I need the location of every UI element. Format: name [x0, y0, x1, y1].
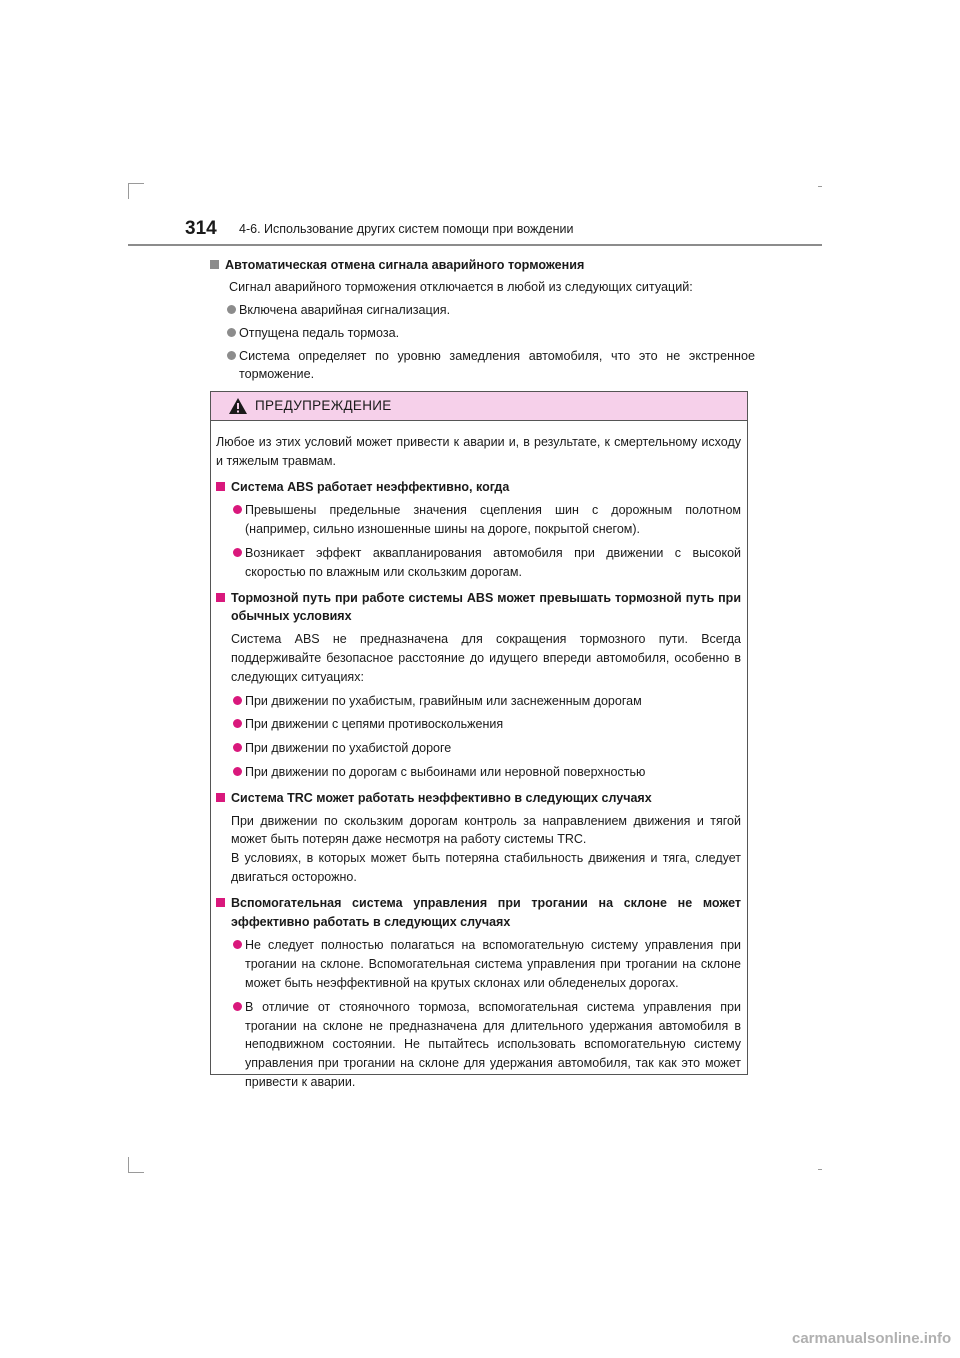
- crop-mark-top-left-horizontal: [128, 183, 144, 184]
- warning-section-paragraph: Система ABS не предназначена для сокращения тормозного пути. Всегда поддерживайте безопасное расстояние до идущего впереди автомобиля, особенно в следующих ситуациях:: [231, 632, 741, 684]
- list-item: Возникает эффект аквапланирования автомобиля при движении с высокой скоростью по влажным или скользким дорогам.: [216, 544, 741, 582]
- list-item: Не следует полностью полагаться на вспомогательную систему управления при трогании на склоне. Вспомогательная система управления при трогании на склоне может быть неэффективной на крутых склонах или обледенелых дорогах.: [216, 936, 741, 992]
- square-marker-icon: [216, 898, 225, 907]
- crop-mark-bottom-right: [818, 1169, 822, 1170]
- page-header: [128, 216, 822, 246]
- crop-mark-top-left-vertical: [128, 183, 129, 199]
- warning-body: [211, 421, 747, 1092]
- bullet-dot-icon: [233, 1002, 242, 1011]
- list-item: При движении по ухабистым, гравийным или заснеженным дорогам: [216, 692, 741, 711]
- bullet-dot-icon: [233, 505, 242, 514]
- list-item: При движении с цепями противоскольжения: [216, 715, 741, 734]
- header-rule: [128, 244, 822, 246]
- bullet-dot-icon: [233, 548, 242, 557]
- bullet-dot-icon: [233, 767, 242, 776]
- section-title: 4-6. Использование других систем помощи при вождении: [239, 222, 574, 236]
- intro-paragraph: Сигнал аварийного торможения отключается в любой из следующих ситуаций:: [229, 280, 693, 294]
- page-number: 314: [185, 218, 217, 239]
- bullet-dot-icon: [227, 305, 236, 314]
- bullet-dot-icon: [233, 743, 242, 752]
- bullet-dot-icon: [233, 940, 242, 949]
- warning-section-paragraph: При движении по скользким дорогам контроль за направлением движения и тягой может быть потерян даже несмотря на работу системы TRC.: [231, 813, 741, 847]
- list-item: При движении по дорогам с выбоинами или неровной поверхностью: [216, 763, 741, 782]
- warning-section-heading: Система TRC может работать неэффективно в следующих случаях: [216, 789, 741, 808]
- square-marker-icon: [216, 593, 225, 602]
- list-item: Превышены предельные значения сцепления шин с дорожным полотном (например, сильно изношенные шины на дороге, покрытой снегом).: [216, 501, 741, 539]
- warning-header: [211, 392, 747, 421]
- watermark: carmanualsonline.info: [792, 1330, 952, 1347]
- warning-section-paragraph: В условиях, в которых может быть потеряна стабильность движения и тяга, следует двигаться осторожно.: [231, 851, 741, 884]
- bullet-dot-icon: [233, 719, 242, 728]
- list-item: Включена аварийная сигнализация.: [210, 301, 755, 319]
- bullet-dot-icon: [227, 328, 236, 337]
- crop-mark-top-right: [818, 186, 822, 187]
- list-item: Отпущена педаль тормоза.: [210, 324, 755, 342]
- intro-block: [210, 256, 755, 383]
- square-marker-icon: [216, 482, 225, 491]
- warning-section-heading: Тормозной путь при работе системы ABS может превышать тормозной путь при обычных условиях: [216, 589, 741, 627]
- list-item: В отличие от стояночного тормоза, вспомогательная система управления при трогании на склоне не предназначена для длительного удержания автомобиля в неподвижном состоянии. Не пытайтесь использовать вспомогательную систему управления при трогании на склоне для удержания автомобиля, так как это может привести к аварии.: [216, 998, 741, 1092]
- warning-triangle-icon: [228, 397, 248, 415]
- crop-mark-bottom-left-vertical: [128, 1157, 129, 1173]
- list-item: При движении по ухабистой дороге: [216, 739, 741, 758]
- warning-section-heading: Система ABS работает неэффективно, когда: [216, 478, 741, 497]
- list-item: Система определяет по уровню замедления автомобиля, что это не экстренное торможение.: [210, 347, 755, 383]
- square-marker-icon: [210, 260, 219, 269]
- bullet-dot-icon: [227, 351, 236, 360]
- bullet-dot-icon: [233, 696, 242, 705]
- square-marker-icon: [216, 793, 225, 802]
- crop-mark-bottom-left-horizontal: [128, 1172, 144, 1173]
- warning-box: [210, 391, 748, 1089]
- intro-heading: Автоматическая отмена сигнала аварийного торможения: [210, 256, 755, 274]
- warning-section-heading: Вспомогательная система управления при трогании на склоне не может эффективно работать в следующих случаях: [216, 894, 741, 932]
- warning-title: ПРЕДУПРЕЖДЕНИЕ: [255, 398, 392, 413]
- warning-intro: Любое из этих условий может привести к аварии и, в результате, к смертельному исходу и тяжелым травмам.: [216, 435, 741, 468]
